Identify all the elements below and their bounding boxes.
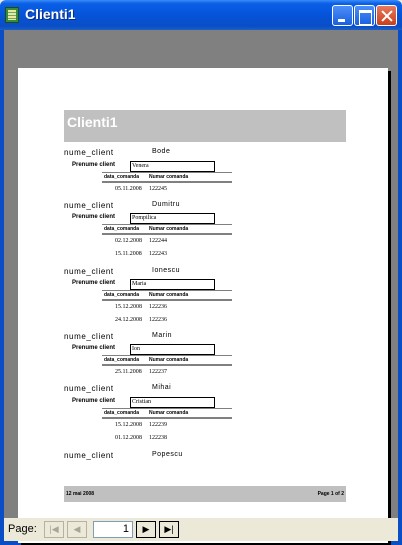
prenume-client-label: Prenume client	[72, 398, 116, 404]
orders-header	[102, 224, 232, 235]
next-page-icon: ▶	[142, 524, 150, 534]
prenume-client-value: Pompilica	[130, 213, 215, 224]
footer-date: 12 mai 2008	[66, 491, 95, 497]
order-number: 122243	[149, 251, 167, 257]
order-date: 01.12.2008	[115, 435, 142, 441]
order-number: 122237	[149, 369, 167, 375]
next-page-button[interactable]	[136, 521, 156, 538]
nume-client-label: nume_client	[64, 148, 114, 157]
order-number: 122238	[149, 435, 167, 441]
order-number: 122236	[149, 304, 167, 310]
col-data-comanda: data_comanda	[104, 174, 140, 180]
close-button[interactable]	[376, 5, 397, 26]
nume-client-label: nume_client	[64, 451, 114, 460]
page-navigation-bar	[4, 518, 398, 541]
col-numar-comanda: Numar comanda	[149, 410, 189, 416]
prenume-client-label: Prenume client	[72, 345, 116, 351]
window-frame-right	[398, 30, 402, 545]
order-date: 15.12.2008	[115, 422, 142, 428]
orders-header	[102, 355, 232, 366]
nume-client-label: nume_client	[64, 384, 114, 393]
order-date: 24.12.2008	[115, 317, 142, 323]
col-numar-comanda: Numar comanda	[149, 226, 189, 232]
nume-client-value: Marin	[152, 332, 173, 339]
order-date: 15.11.2008	[115, 251, 142, 257]
order-number: 122236	[149, 317, 167, 323]
prenume-client-value: Maria	[130, 279, 215, 290]
prenume-client-label: Prenume client	[72, 162, 116, 168]
prev-page-button[interactable]	[67, 521, 87, 538]
maximize-button[interactable]	[354, 5, 375, 26]
prenume-client-value: Cristian	[130, 397, 215, 408]
order-number: 122244	[149, 238, 167, 244]
prenume-client-value: Venera	[130, 161, 215, 172]
col-data-comanda: data_comanda	[104, 410, 140, 416]
first-page-button[interactable]	[44, 521, 64, 538]
page-label: Page:	[8, 523, 37, 535]
nume-client-label: nume_client	[64, 267, 114, 276]
report-icon	[5, 7, 19, 23]
minimize-button[interactable]	[332, 5, 353, 26]
col-data-comanda: data_comanda	[104, 292, 140, 298]
report-header	[64, 110, 346, 142]
prenume-client-value: Ion	[130, 344, 215, 355]
orders-header	[102, 408, 232, 419]
report-title: Clienti1	[67, 114, 118, 130]
last-page-icon: ▶|	[164, 524, 174, 534]
report-page	[18, 68, 388, 543]
window-title: Clienti1	[25, 6, 76, 22]
title-bar[interactable]	[0, 0, 402, 30]
first-page-icon: |◀	[49, 524, 59, 534]
nume-client-label: nume_client	[64, 332, 114, 341]
order-date: 15.12.2008	[115, 304, 142, 310]
col-data-comanda: data_comanda	[104, 226, 140, 232]
nume-client-value: Bode	[152, 148, 171, 155]
order-number: 122239	[149, 422, 167, 428]
col-data-comanda: data_comanda	[104, 357, 140, 363]
prenume-client-label: Prenume client	[72, 280, 116, 286]
order-number: 122245	[149, 186, 167, 192]
order-date: 25.11.2008	[115, 369, 142, 375]
order-date: 05.11.2008	[115, 186, 142, 192]
orders-header	[102, 172, 232, 183]
report-viewport[interactable]	[4, 30, 398, 518]
prenume-client-label: Prenume client	[72, 214, 116, 220]
nume-client-label: nume_client	[64, 201, 114, 210]
prev-page-icon: ◀	[73, 524, 81, 534]
nume-client-value: Dumitru	[152, 201, 181, 208]
nume-client-value: Mihai	[152, 384, 172, 391]
col-numar-comanda: Numar comanda	[149, 174, 189, 180]
last-page-button[interactable]	[159, 521, 179, 538]
col-numar-comanda: Numar comanda	[149, 357, 189, 363]
nume-client-value: Ionescu	[152, 267, 181, 274]
nume-client-value: Popescu	[152, 451, 183, 458]
col-numar-comanda: Numar comanda	[149, 292, 189, 298]
footer-page-count: Page 1 of 2	[317, 491, 344, 497]
order-date: 02.12.2008	[115, 238, 142, 244]
orders-header	[102, 290, 232, 301]
report-footer	[64, 486, 346, 502]
page-number-input[interactable]: 1	[93, 521, 133, 538]
